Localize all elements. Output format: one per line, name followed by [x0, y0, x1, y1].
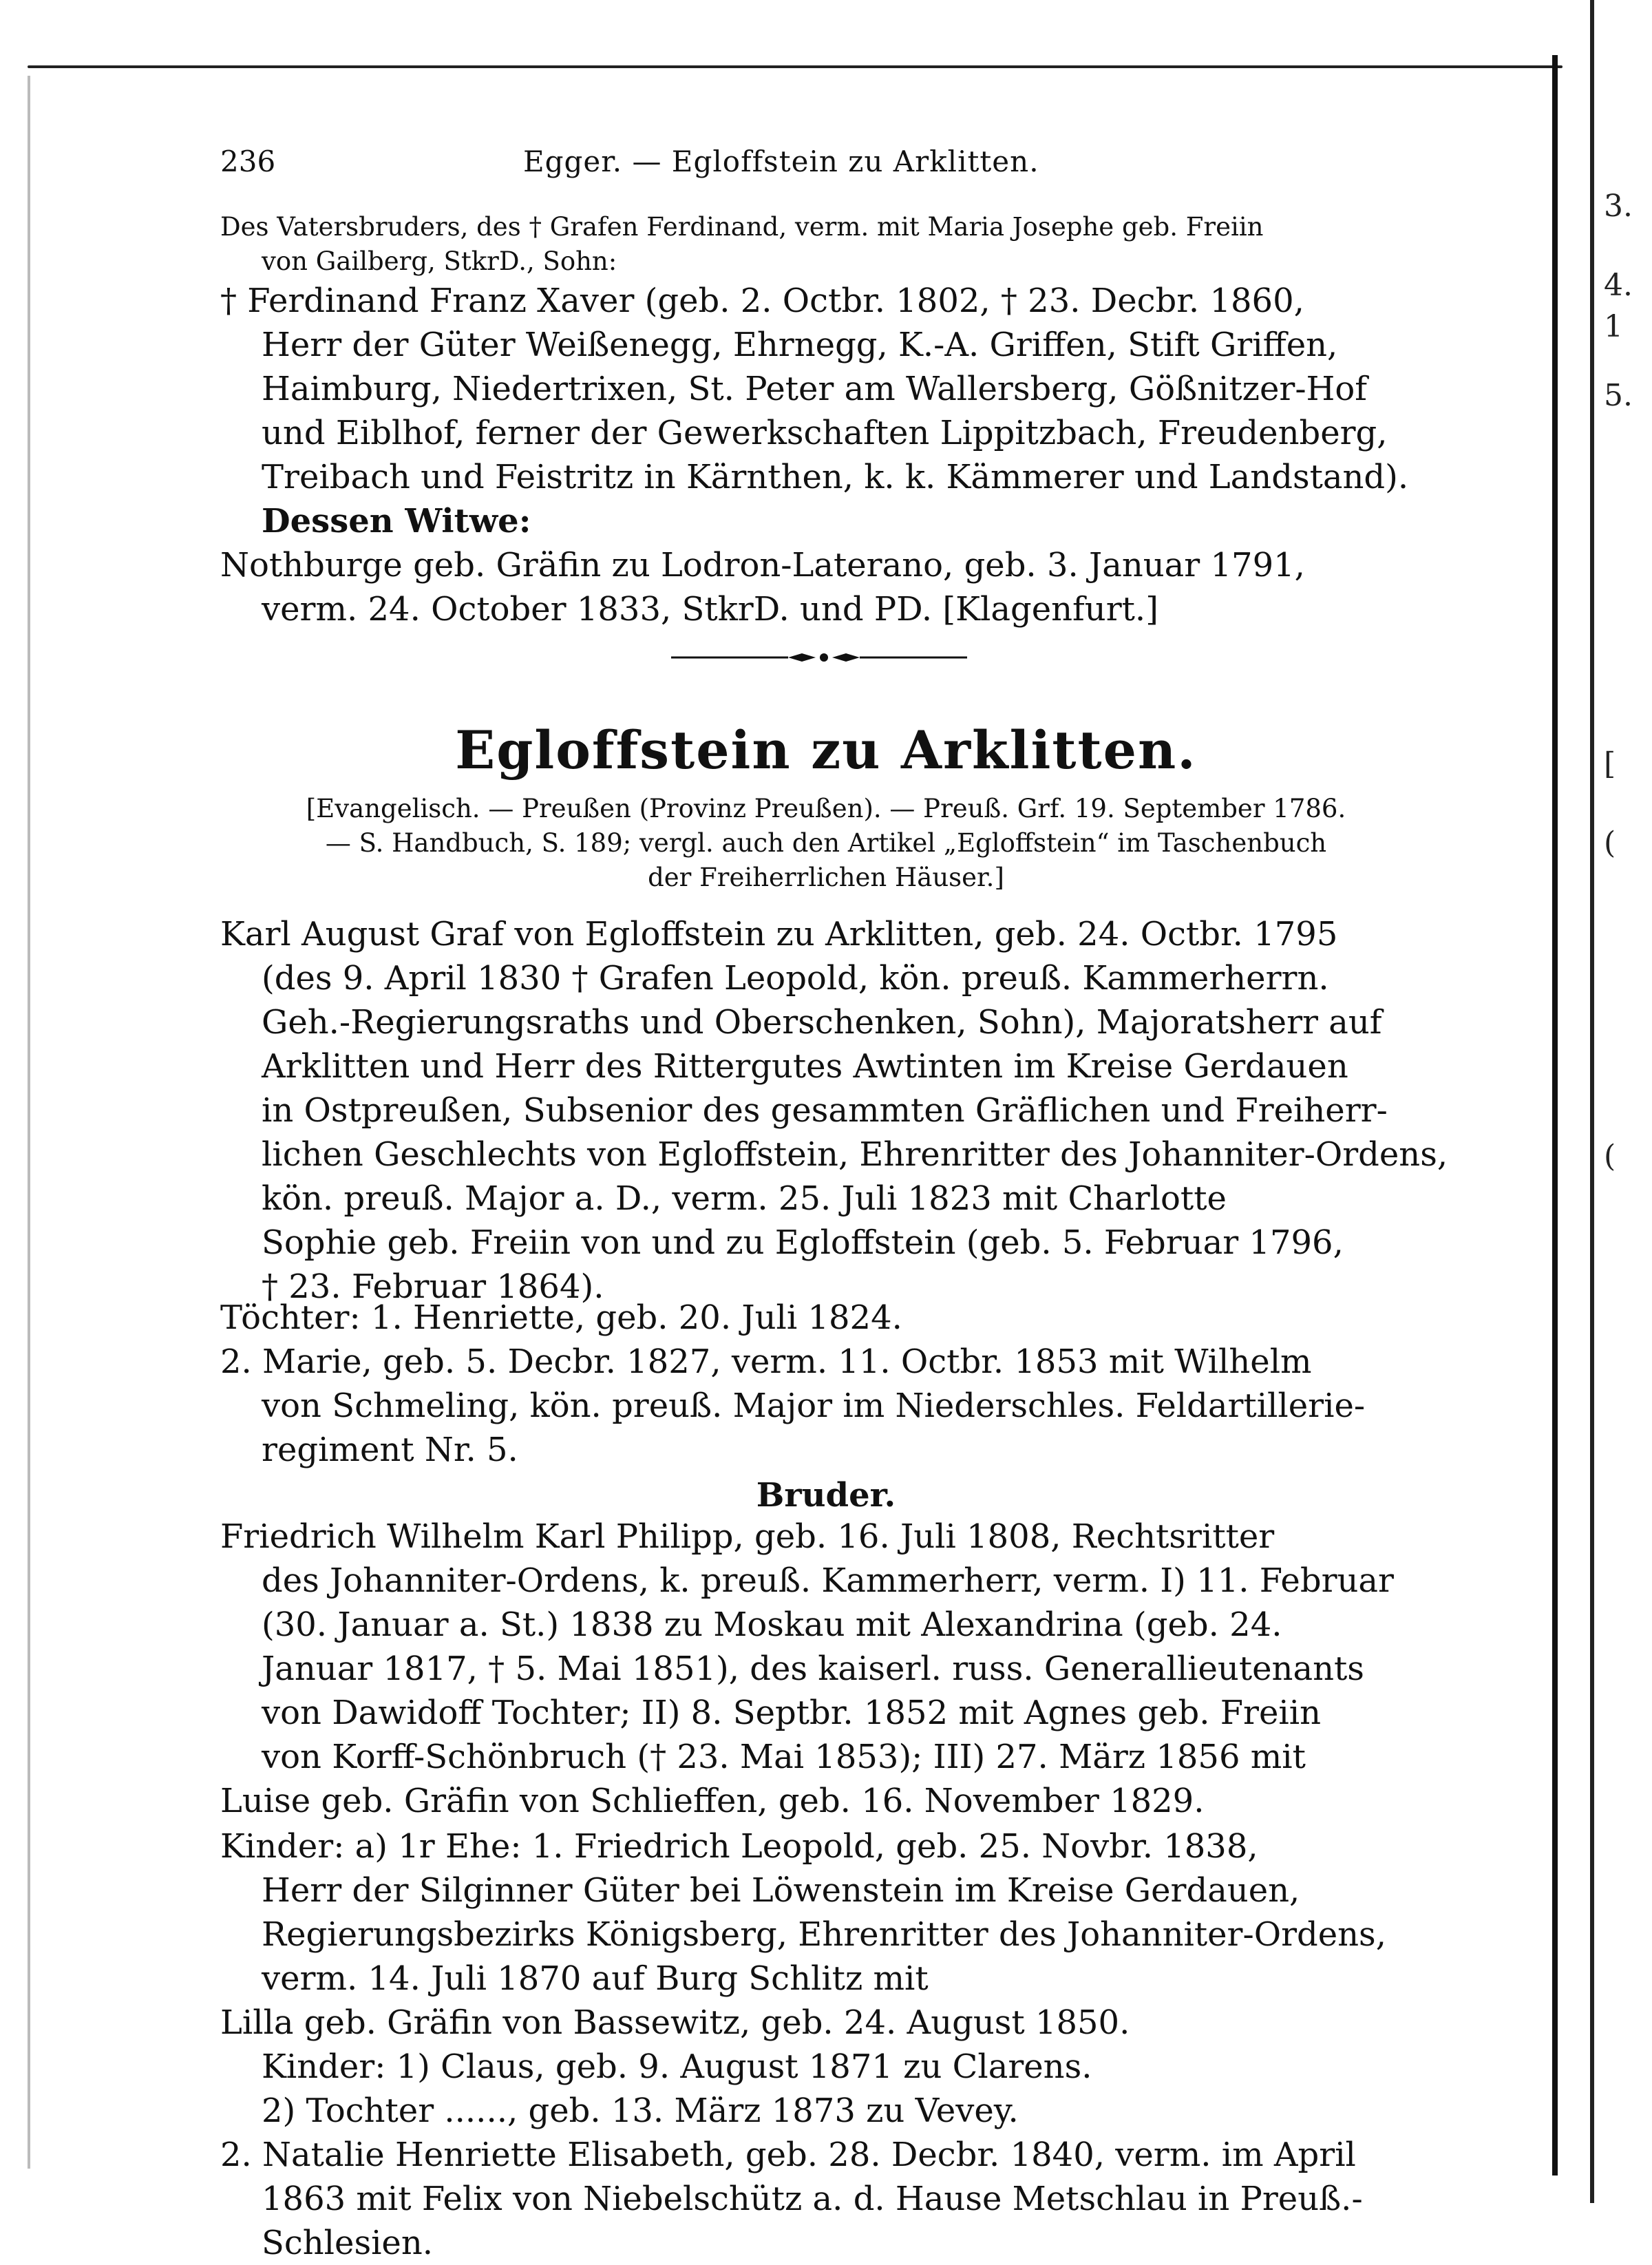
running-header — [220, 141, 1425, 182]
running-head-title: Egger. — Egloffstein zu Arklitten. — [523, 145, 1039, 178]
page-edge-top — [28, 65, 1563, 68]
brother-entry — [220, 1515, 1432, 1823]
entry-line: Haimburg, Niedertrixen, St. Peter am Wallersberg, Gößnitzer-Hof — [262, 370, 1368, 408]
page-number: 236 — [220, 145, 276, 178]
entry-line: verm. 14. Juli 1870 auf Burg Schlitz mit — [262, 1959, 929, 1998]
entry-line: Kinder: a) 1r Ehe: 1. Friedrich Leopold, geb. 25. Novbr. 1838, — [220, 1827, 1258, 1866]
entry-line: und Eiblhof, ferner der Gewerkschaften Lippitzbach, Freudenberg, — [262, 414, 1388, 452]
page-edge-right — [1552, 55, 1558, 2176]
info-line: [Evangelisch. — Preußen (Provinz Preußen). — Preuß. Grf. 19. September 1786. — [306, 794, 1346, 823]
entry-line: (30. Januar a. St.) 1838 zu Moskau mit Alexandrina (geb. 24. — [262, 1605, 1282, 1644]
entry-line: des Johanniter-Ordens, k. preuß. Kammerherr, verm. I) 11. Februar — [262, 1561, 1394, 1600]
entry-line: regiment Nr. 5. — [262, 1431, 518, 1469]
section-divider-ornament — [671, 651, 967, 664]
entry-line: 1863 mit Felix von Niebelschütz a. d. Hause Metschlau in Preuß.- — [262, 2180, 1363, 2218]
brother-heading: Bruder. — [756, 1476, 896, 1515]
intro-line: Des Vatersbruders, des † Grafen Ferdinand, verm. mit Maria Josephe geb. Freiin — [220, 212, 1264, 242]
neighbor-page-fragment: 4. — [1604, 268, 1633, 303]
entry-line: von Schmeling, kön. preuß. Major im Niederschles. Feldartillerie- — [262, 1387, 1366, 1425]
entry-line: Schlesien. — [262, 2224, 433, 2262]
entry-line: Treibach und Feistritz in Kärnthen, k. k. Kämmerer und Landstand). — [262, 458, 1409, 496]
info-line: — S. Handbuch, S. 189; vergl. auch den Artikel „Egloffstein“ im Taschenbuch — [325, 828, 1327, 858]
entry-line: Luise geb. Gräfin von Schlieffen, geb. 16. November 1829. — [220, 1782, 1205, 1820]
entry-line: 2) Tochter ......, geb. 13. März 1873 zu Vevey. — [262, 2092, 1019, 2130]
binding-edge — [1590, 0, 1594, 2203]
entry-line: (des 9. April 1830 † Grafen Leopold, kön. preuß. Kammerherrn. — [262, 959, 1329, 998]
intro-line: von Gailberg, StkrD., Sohn: — [262, 246, 617, 276]
neighbor-page-fragment: ( — [1604, 1139, 1616, 1174]
entry-line: Herr der Silginner Güter bei Löwenstein im Kreise Gerdauen, — [262, 1871, 1300, 1910]
entry-line: Herr der Güter Weißenegg, Ehrnegg, K.-A. Griffen, Stift Griffen, — [262, 326, 1338, 364]
daughters-entry — [220, 1296, 1432, 1472]
neighbor-page-fragment: [ — [1604, 746, 1616, 781]
neighbor-page-fragment: 3. — [1604, 189, 1633, 224]
entry-line: verm. 24. October 1833, StkrD. und PD. [Klagenfurt.] — [262, 590, 1158, 629]
neighbor-page-fragment: ( — [1604, 825, 1616, 861]
entry-line: Januar 1817, † 5. Mai 1851), des kaiserl. russ. Generallieutenants — [262, 1650, 1364, 1688]
children-entry — [220, 1824, 1432, 2265]
entry-line: lichen Geschlechts von Egloffstein, Ehrenritter des Johanniter-Ordens, — [262, 1135, 1448, 1174]
entry-line: in Ostpreußen, Subsenior des gesammten Gräflichen und Freiherr- — [262, 1091, 1388, 1130]
entry-line: 2. Marie, geb. 5. Decbr. 1827, verm. 11. Octbr. 1853 mit Wilhelm — [220, 1342, 1312, 1381]
entry-line: † 23. Februar 1864). — [262, 1267, 604, 1306]
entry-line: kön. preuß. Major a. D., verm. 25. Juli 1823 mit Charlotte — [262, 1179, 1227, 1218]
ferdinand-entry — [220, 279, 1432, 631]
entry-line: † Ferdinand Franz Xaver (geb. 2. Octbr. 1802, † 23. Decbr. 1860, — [220, 282, 1304, 320]
info-line: der Freiherrlichen Häuser.] — [648, 863, 1004, 892]
entry-line: von Dawidoff Tochter; II) 8. Septbr. 1852 mit Agnes geb. Freiin — [262, 1694, 1322, 1732]
section-title: Egloffstein zu Arklitten. — [455, 719, 1197, 781]
intro-block — [220, 210, 1432, 279]
widow-heading: Dessen Witwe: — [262, 502, 531, 540]
entry-line: von Korff-Schönbruch († 23. Mai 1853); III) 27. März 1856 mit — [262, 1738, 1306, 1776]
entry-line: Friedrich Wilhelm Karl Philipp, geb. 16. Juli 1808, Rechtsritter — [220, 1517, 1275, 1556]
entry-line: Nothburge geb. Gräfin zu Lodron-Laterano, geb. 3. Januar 1791, — [220, 546, 1305, 584]
page-edge-left — [28, 76, 30, 2169]
brother-heading-block — [220, 1473, 1432, 1517]
entry-line: Geh.-Regierungsraths und Oberschenken, Sohn), Majoratsherr auf — [262, 1003, 1382, 1042]
neighbor-page-fragment: 5. — [1604, 378, 1633, 413]
head-of-family-entry — [220, 912, 1448, 1309]
info-block — [220, 792, 1432, 895]
entry-line: Kinder: 1) Claus, geb. 9. August 1871 zu Clarens. — [262, 2047, 1092, 2086]
entry-line: Regierungsbezirks Königsberg, Ehrenritter des Johanniter-Ordens, — [262, 1915, 1386, 1954]
neighbor-page-fragment: 1 — [1604, 309, 1623, 344]
entry-line: Lilla geb. Gräfin von Bassewitz, geb. 24. August 1850. — [220, 2003, 1130, 2042]
entry-line: Töchter: 1. Henriette, geb. 20. Juli 1824. — [220, 1298, 902, 1337]
entry-line: Arklitten und Herr des Rittergutes Awtinten im Kreise Gerdauen — [262, 1047, 1348, 1086]
entry-line: Sophie geb. Freiin von und zu Egloffstein (geb. 5. Februar 1796, — [262, 1223, 1344, 1262]
entry-line: Karl August Graf von Egloffstein zu Arklitten, geb. 24. Octbr. 1795 — [220, 915, 1338, 954]
entry-line: 2. Natalie Henriette Elisabeth, geb. 28. Decbr. 1840, verm. im April — [220, 2136, 1356, 2174]
